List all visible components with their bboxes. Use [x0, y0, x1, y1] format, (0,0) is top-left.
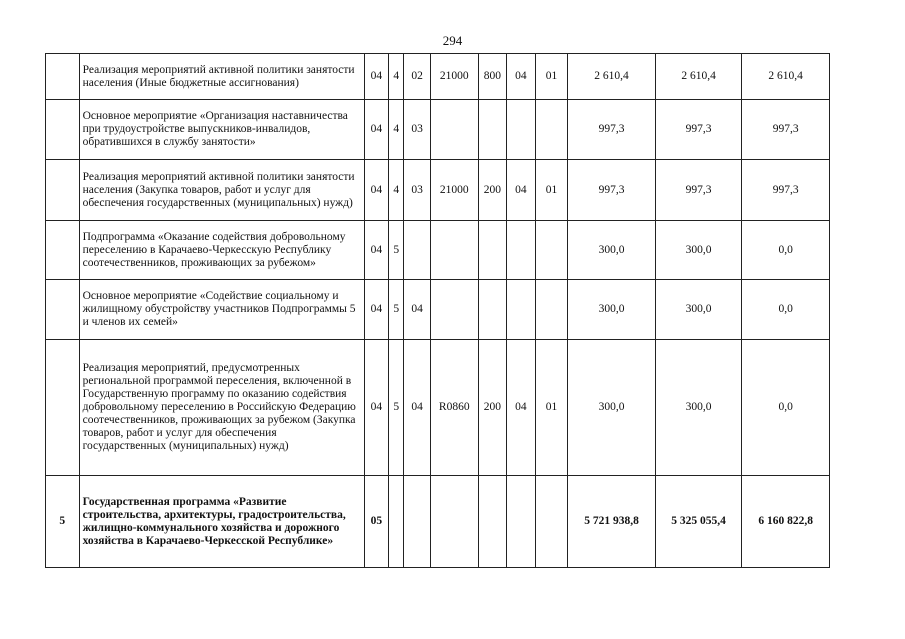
row-number [46, 340, 80, 476]
om-code: 04 [404, 280, 430, 340]
row-number [46, 100, 80, 160]
section-code: 04 [507, 54, 536, 100]
section-code: 04 [507, 340, 536, 476]
row-number [46, 160, 80, 221]
om-code: 02 [404, 54, 430, 100]
subsection-code: 01 [535, 54, 568, 100]
expense-type-code [478, 476, 507, 568]
row-number [46, 54, 80, 100]
row-number: 5 [46, 476, 80, 568]
expense-type-code [478, 100, 507, 160]
section-code [507, 280, 536, 340]
subsection-code: 01 [535, 160, 568, 221]
direction-code: 21000 [430, 54, 478, 100]
direction-code [430, 100, 478, 160]
table-row [46, 280, 830, 340]
direction-code: R0860 [430, 340, 478, 476]
gp-code: 04 [364, 221, 388, 280]
direction-code [430, 280, 478, 340]
row-number [46, 221, 80, 280]
pp-code [389, 476, 404, 568]
amount-year-2: 2 610,4 [655, 54, 742, 100]
amount-year-2: 300,0 [655, 340, 742, 476]
amount-year-3: 0,0 [742, 221, 830, 280]
gp-code: 04 [364, 280, 388, 340]
amount-year-2: 300,0 [655, 280, 742, 340]
subsection-code [535, 476, 568, 568]
budget-table [45, 53, 830, 568]
amount-year-1: 300,0 [568, 280, 656, 340]
direction-code [430, 476, 478, 568]
gp-code: 04 [364, 340, 388, 476]
amount-year-3: 0,0 [742, 340, 830, 476]
om-code: 03 [404, 160, 430, 221]
pp-code: 4 [389, 54, 404, 100]
subsection-code: 01 [535, 340, 568, 476]
amount-year-1: 5 721 938,8 [568, 476, 656, 568]
subsection-code [535, 221, 568, 280]
pp-code: 4 [389, 160, 404, 221]
table-row [46, 221, 830, 280]
amount-year-3: 6 160 822,8 [742, 476, 830, 568]
subsection-code [535, 100, 568, 160]
amount-year-1: 300,0 [568, 221, 656, 280]
subsection-code [535, 280, 568, 340]
amount-year-1: 997,3 [568, 100, 656, 160]
table-row [46, 340, 830, 476]
amount-year-1: 300,0 [568, 340, 656, 476]
expense-type-code: 800 [478, 54, 507, 100]
row-name: Основное мероприятие «Содействие социальному и жилищному обустройству участников Подпрограммы 5 и членов их семей» [79, 280, 364, 340]
om-code [404, 476, 430, 568]
section-code [507, 221, 536, 280]
amount-year-3: 0,0 [742, 280, 830, 340]
section-code [507, 100, 536, 160]
amount-year-3: 997,3 [742, 100, 830, 160]
amount-year-3: 997,3 [742, 160, 830, 221]
amount-year-1: 997,3 [568, 160, 656, 221]
om-code: 03 [404, 100, 430, 160]
table-row [46, 476, 830, 568]
page-number: 294 [442, 33, 463, 48]
row-name: Государственная программа «Развитие строительства, архитектуры, градостроительства, жилищно-коммунального хозяйства и дорожного хозяйства в Карачаево-Черкесской Республике» [79, 476, 364, 568]
expense-type-code [478, 221, 507, 280]
gp-code: 04 [364, 100, 388, 160]
row-name: Реализация мероприятий, предусмотренных региональной программой переселения, включенной в Государственную программу по оказанию содействия добровольному переселению в Российскую Федерацию соотечественников, проживающих за рубежом (Закупка товаров, работ и услуг для обеспечения государственных (муниципальных) нужд) [79, 340, 364, 476]
pp-code: 4 [389, 100, 404, 160]
section-code [507, 476, 536, 568]
om-code: 04 [404, 340, 430, 476]
expense-type-code: 200 [478, 340, 507, 476]
amount-year-2: 5 325 055,4 [655, 476, 742, 568]
row-number [46, 280, 80, 340]
expense-type-code [478, 280, 507, 340]
gp-code: 05 [364, 476, 388, 568]
row-name: Основное мероприятие «Организация наставничества при трудоустройстве выпускников-инвалидов, обратившихся в службу занятости» [79, 100, 364, 160]
section-code: 04 [507, 160, 536, 221]
amount-year-2: 300,0 [655, 221, 742, 280]
amount-year-2: 997,3 [655, 100, 742, 160]
table-row [46, 100, 830, 160]
row-name: Реализация мероприятий активной политики занятости населения (Закупка товаров, работ и услуг для обеспечения государственных (муниципальных) нужд) [79, 160, 364, 221]
direction-code: 21000 [430, 160, 478, 221]
pp-code: 5 [389, 221, 404, 280]
table-row [46, 54, 830, 100]
gp-code: 04 [364, 160, 388, 221]
pp-code: 5 [389, 340, 404, 476]
amount-year-1: 2 610,4 [568, 54, 656, 100]
amount-year-2: 997,3 [655, 160, 742, 221]
direction-code [430, 221, 478, 280]
gp-code: 04 [364, 54, 388, 100]
table-row [46, 160, 830, 221]
om-code [404, 221, 430, 280]
pp-code: 5 [389, 280, 404, 340]
row-name: Подпрограмма «Оказание содействия добровольному переселению в Карачаево-Черкесскую Республику соотечественников, проживающих за рубежом» [79, 221, 364, 280]
row-name: Реализация мероприятий активной политики занятости населения (Иные бюджетные ассигнования) [79, 54, 364, 100]
amount-year-3: 2 610,4 [742, 54, 830, 100]
expense-type-code: 200 [478, 160, 507, 221]
